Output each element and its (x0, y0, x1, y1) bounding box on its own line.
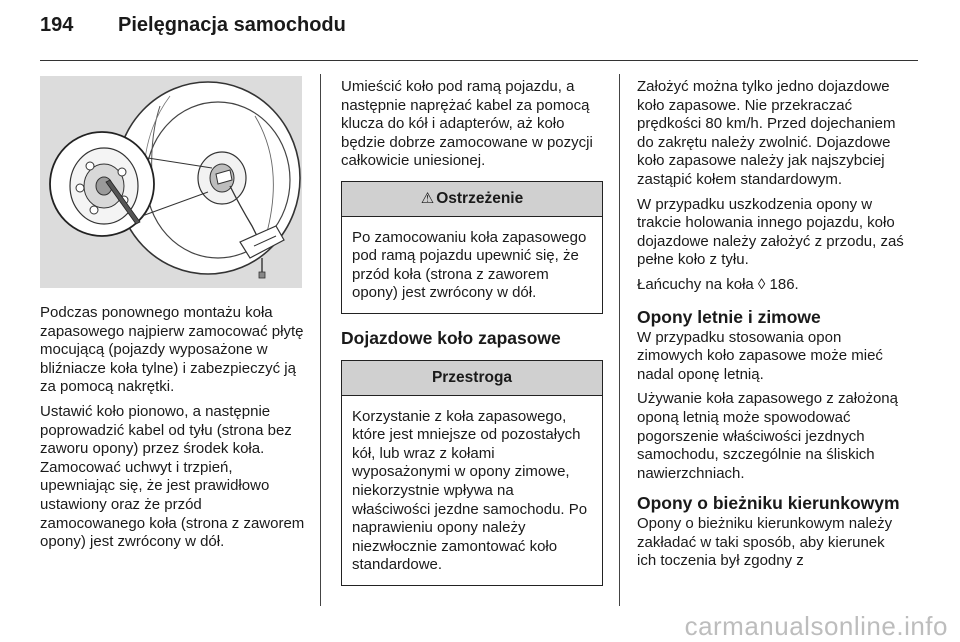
page-title: Pielęgnacja samochodu (118, 14, 346, 36)
chains-text: Łańcuchy na koła (637, 275, 754, 293)
caution-text: Korzystanie z koła zapasowego, które jest mniejsze od pozostałych kół, lub wraz z kołami wyposażonymi w opony zimowe, niekorzystnie wpływa na właściwości jezdne samochodu. Po naprawieniu opony należy niezwłocznie zamontować koło standardowe. (352, 407, 588, 574)
header-divider (40, 60, 918, 61)
caution-box (341, 360, 603, 586)
section-heading: Opony o bieżniku kierunkowym (637, 493, 900, 514)
paragraph: Używanie koła zapasowego z założoną oponą letnią może spowodować pogorszenie właściwości jezdnych samochodu, szczególnie na śliskich nawierzchniach. (637, 390, 898, 482)
column-2 (341, 78, 603, 600)
page-number: 194 (40, 14, 74, 36)
watermark: carmanualsonline.info (684, 611, 948, 641)
caution-title: Przestroga (342, 361, 602, 396)
warning-header (342, 182, 602, 217)
paragraph: Opony o bieżniku kierunkowym należy zakładać w taki sposób, aby kierunek ich toczenia był zgodny z (637, 515, 893, 570)
warning-icon: ⚠ (420, 189, 435, 207)
paragraph: Ustawić koło pionowo, a następnie poprowadzić kabel od tyłu (strona bez zaworu opony) przez środek koła. Zamocować uchwyt i trzpień, upewniając się, że jest prawidłowo ustawiony oraz że przód zamocowanego koła (strona z zaworem opony) jest zwrócony w dół. (40, 402, 305, 551)
column-3 (637, 78, 907, 577)
warning-text: Po zamocowaniu koła zapasowego pod ramą pojazdu upewnić się, że przód koła (strona z zaworem opony) jest zwrócony w dół. (352, 228, 587, 302)
warning-box (341, 181, 603, 314)
chains-reference (637, 276, 907, 295)
paragraph: W przypadku stosowania opon zimowych koło zapasowe może mieć nadal oponę letnią. (637, 328, 883, 383)
section-heading: Dojazdowe koło zapasowe (341, 327, 561, 348)
column-1 (40, 304, 306, 558)
page-ref-icon[interactable]: ◊ (757, 275, 766, 293)
paragraph: Umieścić koło pod ramą pojazdu, a następnie naprężać kabel za pomocą klucza do kół i adapterów, aż koło będzie dobrze zamocowane w pozycji całkowicie uniesionej. (341, 78, 593, 170)
spare-wheel-drawing (40, 76, 302, 288)
warning-title: Ostrzeżenie (436, 189, 524, 207)
page-ref-link[interactable]: 186. (769, 275, 799, 293)
paragraph: Podczas ponownego montażu koła zapasowego najpierw zamocować płytę mocującą (pojazdy wyposażone w bliźniacze koła tylne) i zabezpieczyć ją za pomocą nakrętki. (40, 304, 304, 396)
column-divider-2 (619, 74, 620, 606)
spare-wheel-illustration (40, 76, 302, 288)
paragraph: W przypadku uszkodzenia opony w trakcie holowania innego pojazdu, koło dojazdowe należy założyć z przodu, zaś pełne koło z tyłu. (637, 195, 904, 269)
paragraph: Założyć można tylko jedno dojazdowe koło zapasowe. Nie przekraczać prędkości 80 km/h. Przed dojechaniem do zakrętu należy zwolnić. Dojazdowe koło zapasowe należy jak najszybciej zastąpić kołem standardowym. (637, 78, 896, 188)
section-heading: Opony letnie i zimowe (637, 306, 821, 327)
column-divider-1 (320, 74, 321, 606)
